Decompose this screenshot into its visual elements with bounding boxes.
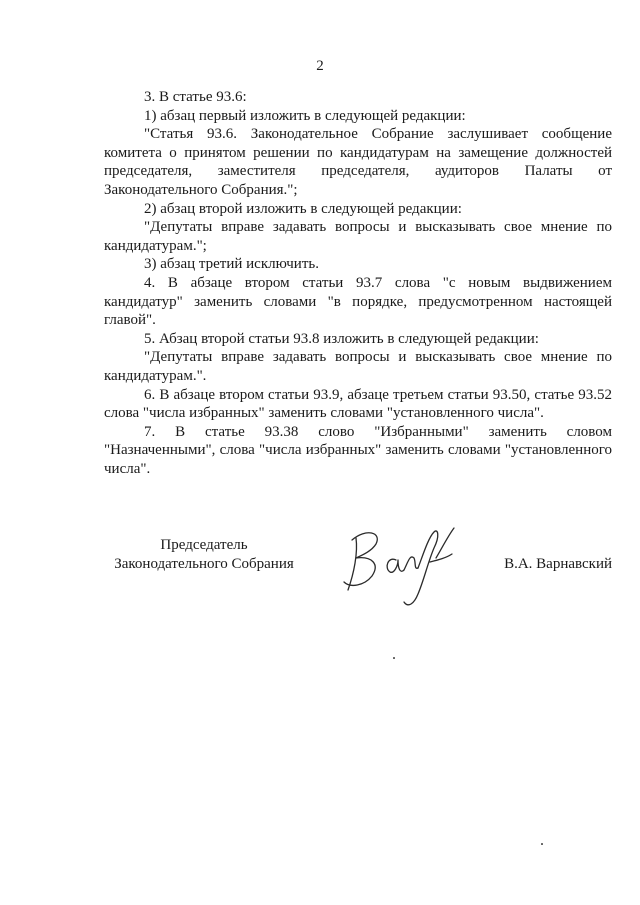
signature-block	[104, 536, 612, 616]
paragraph: 3. В статье 93.6:	[144, 89, 247, 105]
document-body	[104, 88, 612, 478]
signatory-name: В.А. Варнавский	[504, 555, 612, 572]
paragraph: 3) абзац третий исключить.	[144, 256, 319, 273]
paragraph: 7. В статье 93.38 слово "Избранными" заменить словом "Назначенными", слова "числа избранных" заменить словами "установленного числа".	[104, 423, 612, 477]
paragraph: "Депутаты вправе задавать вопросы и высказывать свое мнение по кандидатурам.";	[104, 219, 612, 254]
scan-speck	[393, 657, 395, 659]
paragraph: 6. В абзаце втором статьи 93.9, абзаце третьем статьи 93.50, статье 93.52 слова "числа избранных" заменить словами "установленного числа".	[104, 386, 612, 422]
handwritten-signature	[338, 518, 468, 613]
signatory-position-line-1: Председатель	[160, 537, 248, 553]
paragraph: "Статья 93.6. Законодательное Собрание заслушивает сообщение комитета о принятом решении по кандидатурам на замещение должностей председателя, заместителя председателя, аудиторов Палаты от Законодательного Собрания.";	[104, 126, 612, 198]
signatory-position	[104, 536, 304, 573]
paragraph: 1) абзац первый изложить в следующей редакции:	[144, 107, 466, 124]
signatory-position-line-2: Законодательного Собрания	[114, 555, 294, 572]
scan-speck	[541, 843, 543, 845]
paragraph: 4. В абзаце втором статьи 93.7 слова "с новым выдвижением кандидатур" заменить словами "в порядке, предусмотренном настоящей главой".	[104, 274, 612, 329]
paragraph: 5. Абзац второй статьи 93.8 изложить в следующей редакции:	[144, 330, 539, 347]
page-number: 2	[316, 58, 324, 74]
paragraph: 2) абзац второй изложить в следующей редакции:	[144, 200, 462, 217]
paragraph: "Депутаты вправе задавать вопросы и высказывать свое мнение по кандидатурам.".	[104, 349, 612, 384]
